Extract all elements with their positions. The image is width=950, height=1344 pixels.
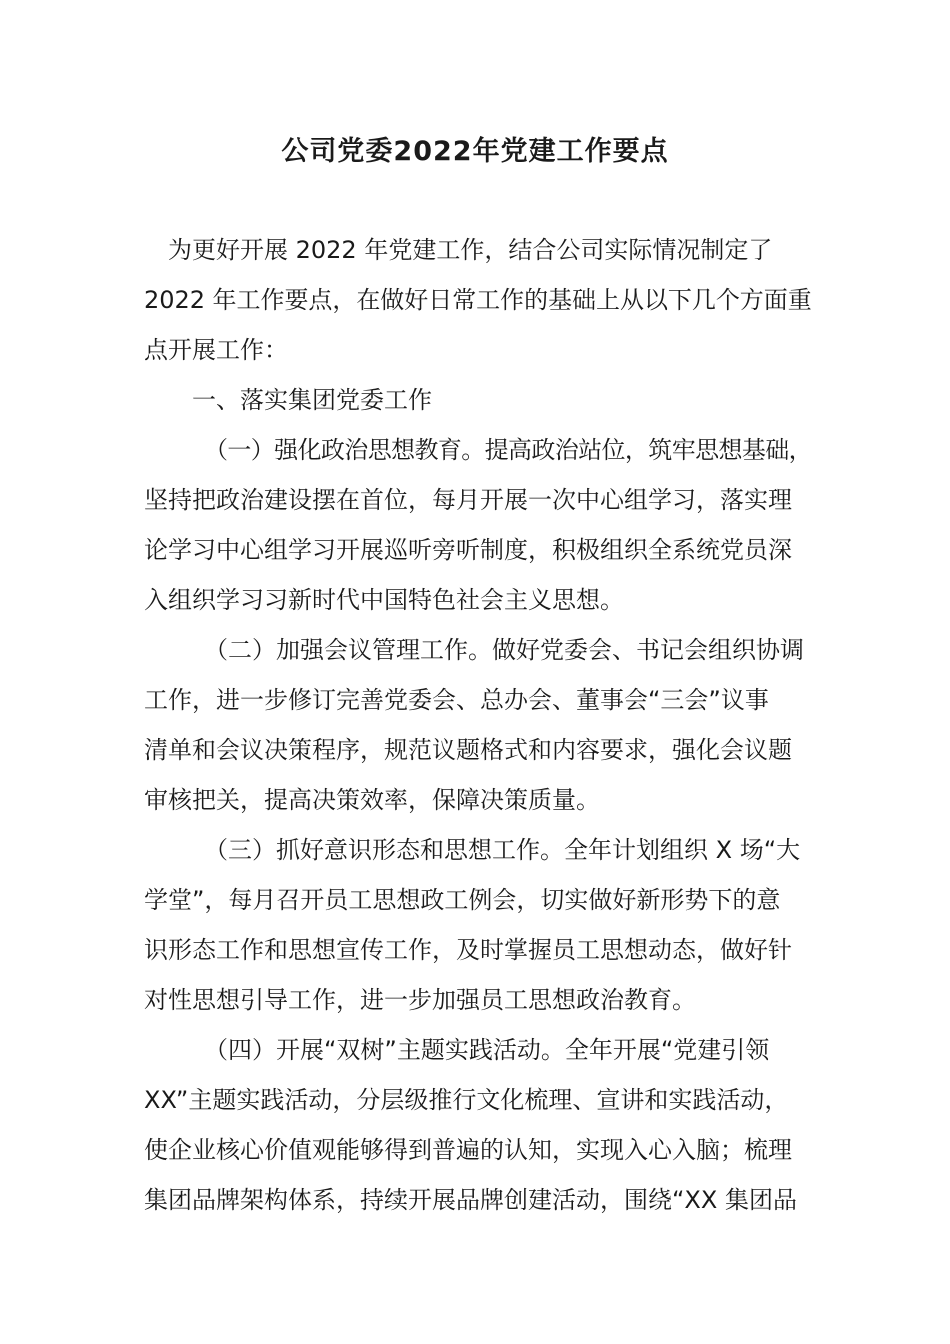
paragraph-line: 工作，进一步修订完善党委会、总办会、董事会“三会”议事 <box>144 686 769 714</box>
paragraph-line: 识形态工作和思想宣传工作，及时掌握员工思想动态，做好针 <box>144 936 792 964</box>
paragraph-line: 对性思想引导工作，进一步加强员工思想政治教育。 <box>144 986 696 1014</box>
paragraph-line: 集团品牌架构体系，持续开展品牌创建活动，围绕“XX 集团品 <box>144 1186 797 1214</box>
paragraph-line: （四）开展“双树”主题实践活动。全年开展“党建引领 <box>204 1036 770 1064</box>
paragraph-line: 使企业核心价值观能够得到普遍的认知，实现入心入脑；梳理 <box>144 1136 792 1164</box>
document-title: 公司党委2022年党建工作要点 <box>281 136 669 167</box>
paragraph-line: 坚持把政治建设摆在首位，每月开展一次中心组学习，落实理 <box>144 486 792 514</box>
paragraph-line: 学堂”，每月召开员工思想政工例会，切实做好新形势下的意 <box>144 886 781 914</box>
paragraph-line: 论学习中心组学习开展巡听旁听制度，积极组织全系统党员深 <box>144 536 792 564</box>
paragraph-line: 审核把关，提高决策效率，保障决策质量。 <box>144 786 600 814</box>
paragraph-line: （三）抓好意识形态和思想工作。全年计划组织 X 场“大 <box>204 836 801 864</box>
paragraph-line: 为更好开展 2022 年党建工作，结合公司实际情况制定了 <box>168 236 773 264</box>
paragraph-line: XX”主题实践活动，分层级推行文化梳理、宣讲和实践活动， <box>144 1086 789 1114</box>
paragraph-line: （一）强化政治思想教育。提高政治站位，筑牢思想基础， <box>204 436 812 464</box>
paragraph-line: 入组织学习习新时代中国特色社会主义思想。 <box>144 586 624 614</box>
paragraph-line: 清单和会议决策程序，规范议题格式和内容要求，强化会议题 <box>144 736 792 764</box>
paragraph-line: 点开展工作： <box>144 336 288 364</box>
paragraph-line: （二）加强会议管理工作。做好党委会、书记会组织协调 <box>204 636 804 664</box>
paragraph-line: 2022 年工作要点，在做好日常工作的基础上从以下几个方面重 <box>144 286 812 314</box>
section-heading: 一、落实集团党委工作 <box>192 386 432 414</box>
